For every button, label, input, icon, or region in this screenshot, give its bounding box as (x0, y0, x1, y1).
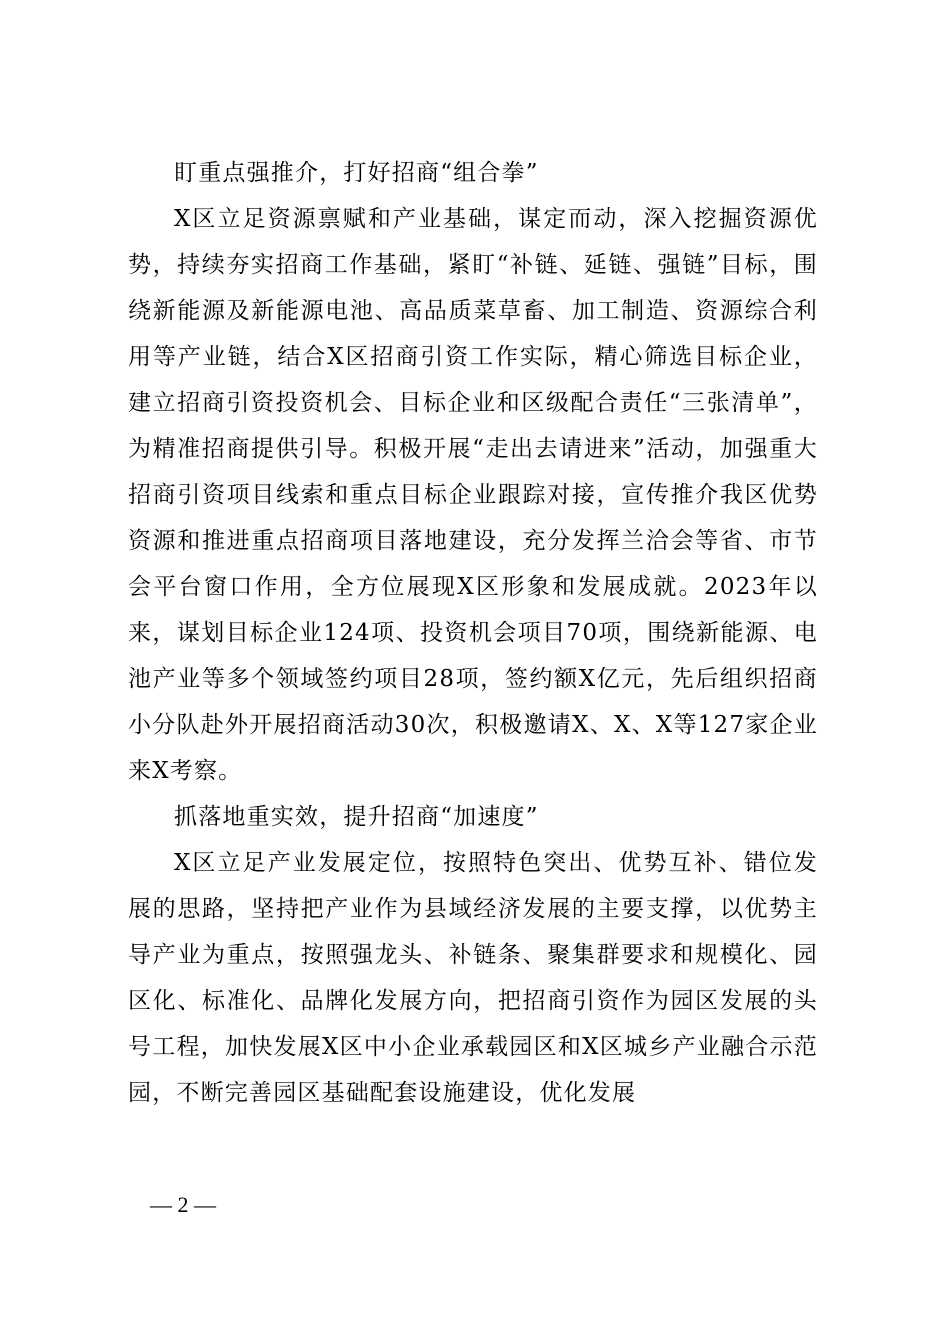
section-heading-2: 抓落地重实效，提升招商“加速度” (174, 804, 539, 830)
section-body-2: X区立足产业发展定位，按照特色突出、优势互补、错位发展的思路，坚持把产业作为县域经济发展的主要支撑，以优势主导产业为重点，按照强龙头、补链条、聚集群要求和规模化、园区化、标准化、品牌化发展方向，把招商引资作为园区发展的头号工程，加快发展X区中小企业承载园区和X区城乡产业融合示范园，不断完善园区基础配套设施建设，优化发展 (128, 850, 818, 1106)
section-body-1: X区立足资源禀赋和产业基础，谋定而动，深入挖掘资源优势，持续夯实招商工作基础，紧盯“补链、延链、强链”目标，围绕新能源及新能源电池、高品质菜草畜、加工制造、资源综合利用等产业链，结合X区招商引资工作实际，精心筛选目标企业，建立招商引资投资机会、目标企业和区级配合责任“三张清单”，为精准招商提供引导。积极开展“走出去请进来”活动，加强重大招商引资项目线索和重点目标企业跟踪对接，宣传推介我区优势资源和推进重点招商项目落地建设，充分发挥兰洽会等省、市节会平台窗口作用，全方位展现X区形象和发展成就。2023年以来，谋划目标企业124项、投资机会项目70项，围绕新能源、电池产业等多个领域签约项目28项，签约额X亿元，先后组织招商小分队赴外开展招商活动30次，积极邀请X、X、X等127家企业来X考察。 (128, 206, 818, 784)
page-number: — 2 — (150, 1192, 216, 1217)
section-heading-1: 盯重点强推介，打好招商“组合拳” (174, 160, 539, 186)
document-content (128, 150, 818, 1116)
